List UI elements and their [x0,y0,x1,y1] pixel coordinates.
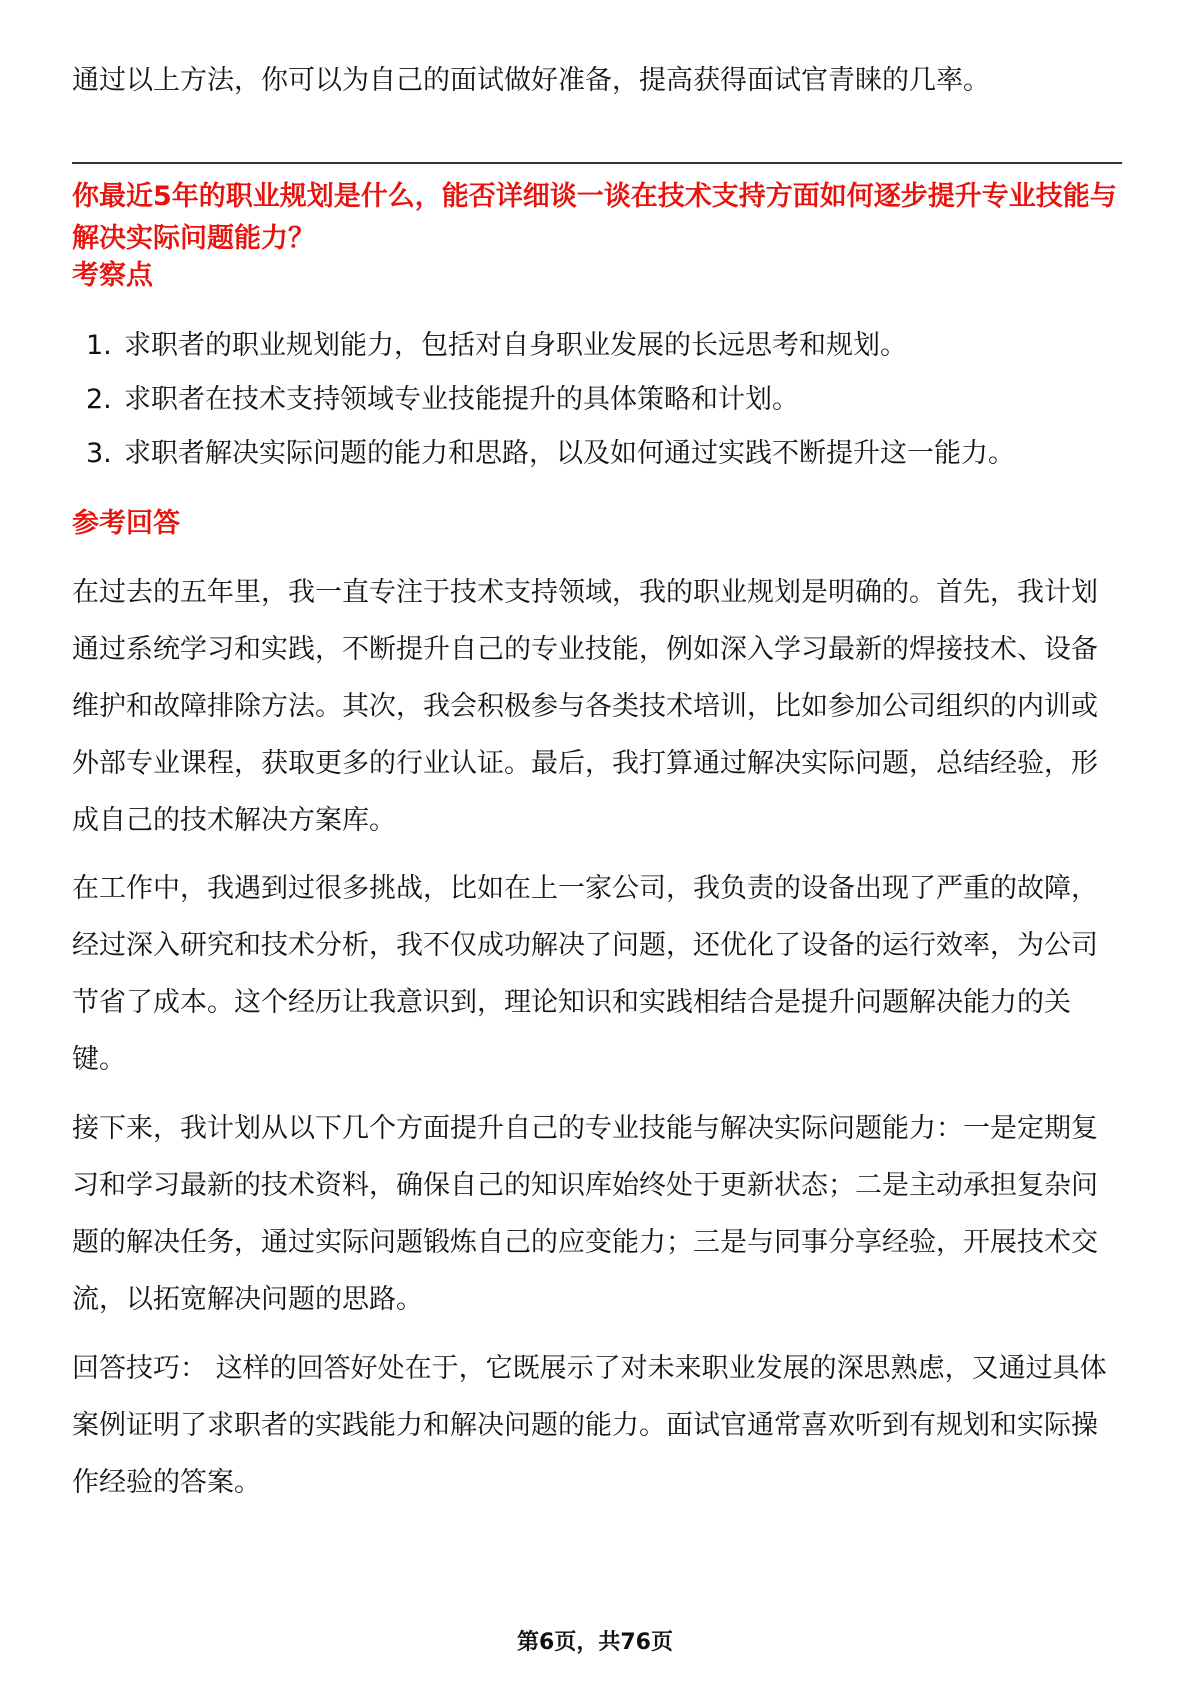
answer-heading: 参考回答 [72,508,180,539]
focus-heading: 考察点 [72,260,153,291]
page-number: 第6页，共76页 [517,1630,673,1655]
section-divider [72,162,1122,164]
document-page [72,0,1122,1684]
answer-paragraph: 接下来，我计划从以下几个方面提升自己的专业技能与解决实际问题能力：一是定期复习和学习最新的技术资料，确保自己的知识库始终处于更新状态；二是主动承担复杂问题的解决任务，通过实际问题锻炼自己的应变能力；三是与同事分享经验，开展技术交流，以拓宽解决问题的思路。 [72,1113,1098,1315]
list-item [86,380,1122,420]
list-item [86,434,1122,474]
list-number: 2. [86,384,112,415]
list-number: 1. [86,330,112,361]
list-text: 求职者的职业规划能力，包括对自身职业发展的长远思考和规划。 [124,330,907,361]
question-title: 你最近5年的职业规划是什么，能否详细谈一谈在技术支持方面如何逐步提升专业技能与解决实际问题能力？ [72,181,1117,254]
list-number: 3. [86,438,112,469]
list-text: 求职者在技术支持领域专业技能提升的具体策略和计划。 [124,384,799,415]
answer-paragraph: 在过去的五年里，我一直专注于技术支持领域，我的职业规划是明确的。首先，我计划通过系统学习和实践，不断提升自己的专业技能，例如深入学习最新的焊接技术、设备维护和故障排除方法。其次，我会积极参与各类技术培训，比如参加公司组织的内训或外部专业课程，获取更多的行业认证。最后，我打算通过解决实际问题，总结经验，形成自己的技术解决方案库。 [72,577,1098,836]
intro-paragraph: 通过以上方法，你可以为自己的面试做好准备，提高获得面试官青睐的几率。 [72,65,990,96]
answer-tips-paragraph: 回答技巧： 这样的回答好处在于，它既展示了对未来职业发展的深思熟虑，又通过具体案例证明了求职者的实践能力和解决问题的能力。面试官通常喜欢听到有规划和实际操作经验的答案。 [72,1353,1107,1498]
answer-paragraph: 在工作中，我遇到过很多挑战，比如在上一家公司，我负责的设备出现了严重的故障，经过深入研究和技术分析，我不仅成功解决了问题，还优化了设备的运行效率，为公司节省了成本。这个经历让我意识到，理论知识和实践相结合是提升问题解决能力的关键。 [72,873,1098,1075]
list-text: 求职者解决实际问题的能力和思路，以及如何通过实践不断提升这一能力。 [124,438,1015,469]
list-item [86,326,1122,366]
